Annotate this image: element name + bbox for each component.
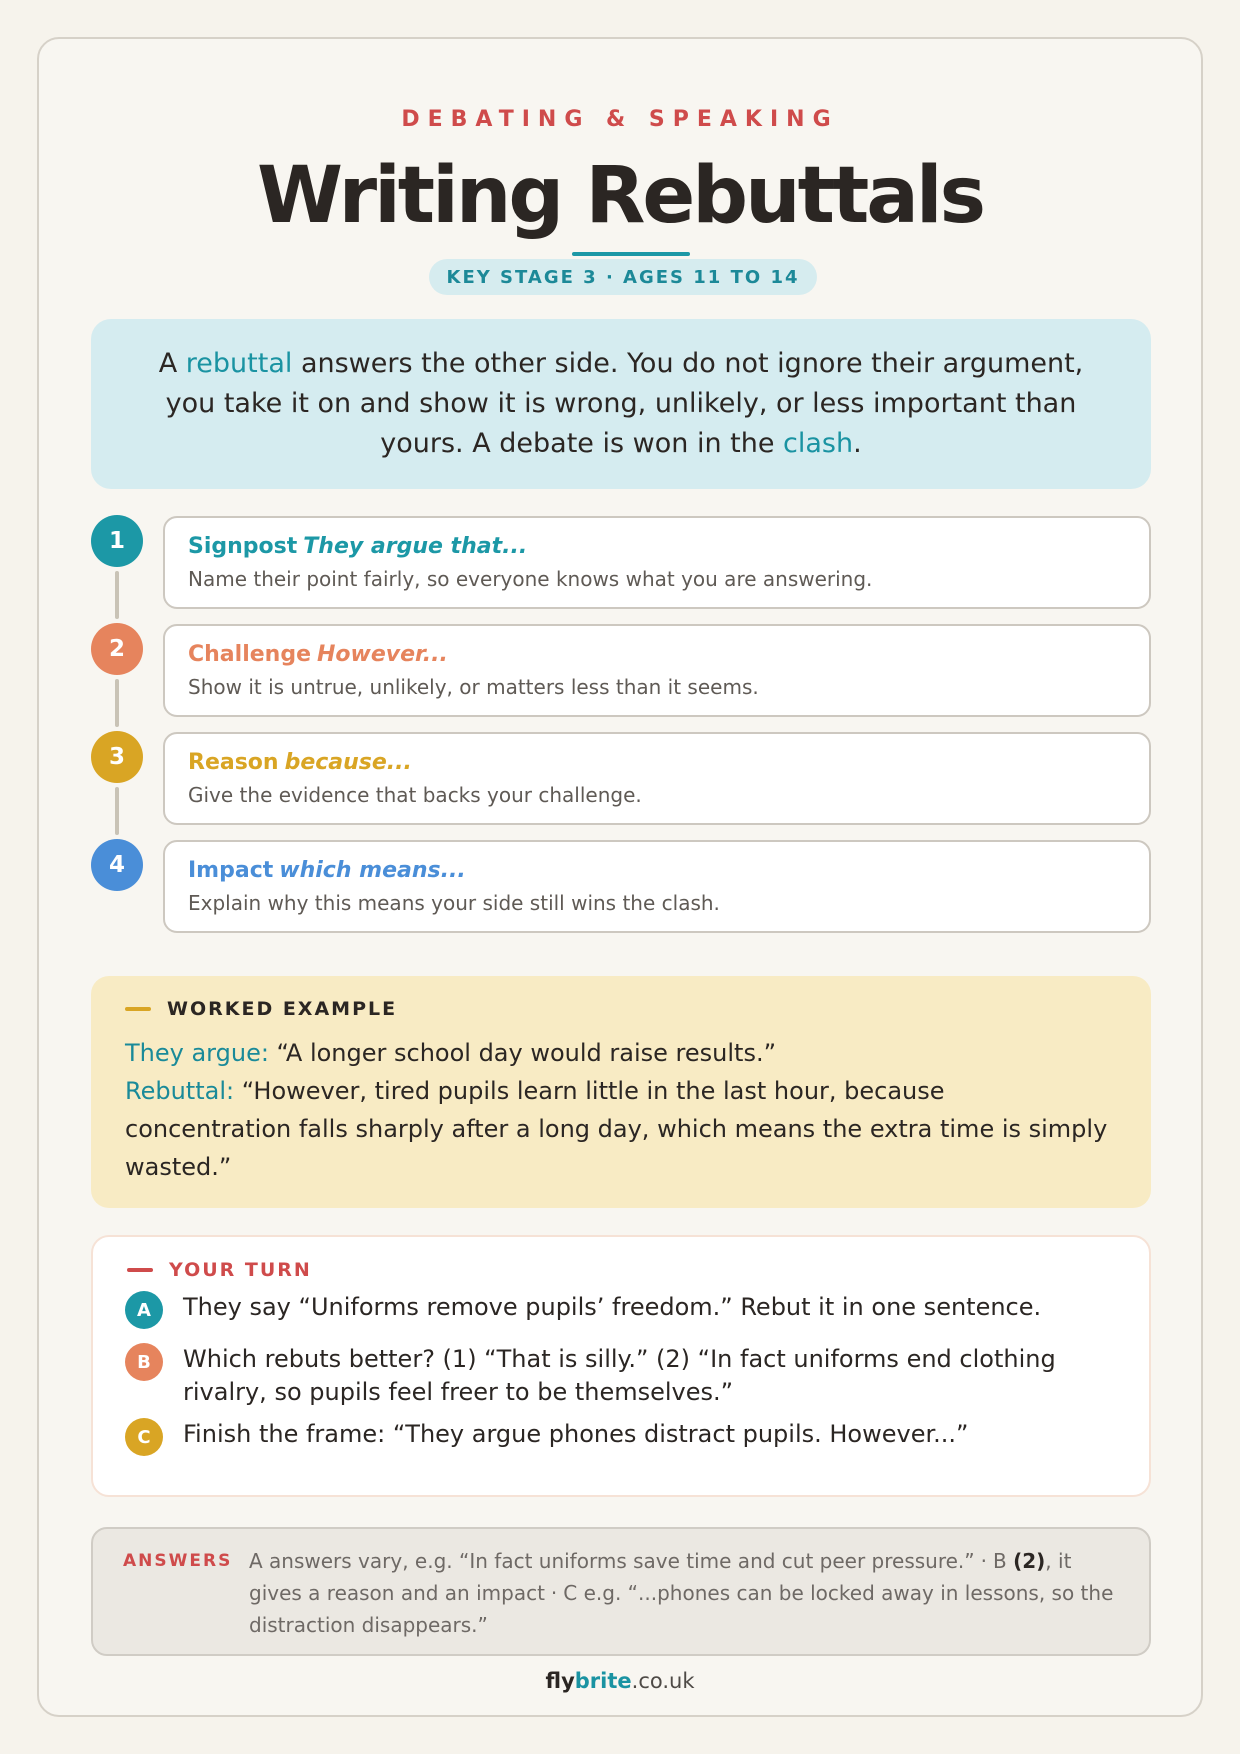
step-heading (188, 532, 1126, 562)
step-heading (188, 640, 1126, 670)
intro-text (141, 344, 1101, 464)
step-number-2: 2 (91, 623, 143, 675)
step-cue: because... (284, 750, 412, 775)
intro-part: . (853, 428, 862, 459)
worked-example-text (125, 1034, 1117, 1186)
step-card-challenge (163, 624, 1151, 717)
rebuttal-label: Rebuttal: (125, 1077, 235, 1105)
label-dash (127, 1268, 153, 1272)
term-rebuttal: rebuttal (185, 348, 293, 379)
your-turn-label (127, 1259, 1115, 1281)
term-clash: clash (783, 428, 854, 459)
answer-separator: · (980, 1549, 988, 1573)
title-underline (572, 252, 690, 256)
step-description: Show it is untrue, unlikely, or matters less than it seems. (188, 675, 759, 699)
answers-text (249, 1545, 1115, 1654)
step-number-1: 1 (91, 515, 143, 567)
answer-separator: · (550, 1581, 558, 1605)
step-number-4: 4 (91, 839, 143, 891)
your-turn-box (91, 1235, 1151, 1497)
page-title: Writing Rebuttals (256, 151, 984, 241)
worked-example-label (125, 998, 1117, 1020)
question-badge-c: C (125, 1418, 163, 1456)
step-description: Explain why this means your side still wins the clash. (188, 891, 720, 915)
subject-kicker: DEBATING & SPEAKING (401, 107, 839, 132)
step-connector (115, 787, 119, 835)
step-name: Challenge (188, 642, 311, 667)
answer-a: A answers vary, e.g. “In fact uniforms save time and cut peer pressure.” (249, 1549, 975, 1573)
step-heading (188, 856, 1126, 886)
question-a (125, 1291, 1083, 1329)
key-stage-badge: KEY STAGE 3 · AGES 11 TO 14 (429, 259, 817, 295)
step-description: Give the evidence that backs your challenge. (188, 783, 642, 807)
step-connector (115, 679, 119, 727)
rebuttal-text: “However, tired pupils learn little in the last hour, because concentration falls sharply after a long day, which means the extra time is simply wasted.” (125, 1077, 1108, 1181)
argue-label: They argue: (125, 1039, 269, 1067)
question-badge-b: B (125, 1343, 163, 1381)
question-badge-a: A (125, 1291, 163, 1329)
step-connector (115, 571, 119, 619)
brand-part: fly (545, 1669, 575, 1693)
question-text: Which rebuts better? (1) “That is silly.” (2) “In fact uniforms end clothing rivalry, so pupils feel freer to be themselves.” (183, 1345, 1056, 1406)
answers-label: ANSWERS (123, 1551, 233, 1571)
intro-part: answers the other side. You do not ignore their argument, you take it on and show it is wrong, unlikely, or less important than yours. A debate is won in the (165, 348, 1084, 459)
step-card-impact (163, 840, 1151, 933)
step-name: Impact (188, 858, 274, 883)
step-heading (188, 748, 1126, 778)
intro-box (91, 319, 1151, 489)
step-card-reason (163, 732, 1151, 825)
argue-line (125, 1034, 1117, 1072)
answers-box (91, 1527, 1151, 1656)
step-cue: which means... (279, 858, 466, 883)
brand-part: brite (574, 1669, 632, 1693)
argue-text: “A longer school day would raise results.” (268, 1039, 777, 1067)
rebuttal-line (125, 1072, 1117, 1186)
brand-logo (39, 1669, 1201, 1693)
answer-b-choice: (2) (1013, 1549, 1046, 1573)
step-name: Signpost (188, 534, 298, 559)
answer-c: C e.g. “...phones can be locked away in lessons, so the distraction disappears.” (249, 1581, 1114, 1637)
your-turn-label-text: YOUR TURN (169, 1259, 312, 1281)
question-c (125, 1418, 1083, 1456)
question-text: Finish the frame: “They argue phones distract pupils. However...” (183, 1420, 969, 1448)
step-card-signpost (163, 516, 1151, 609)
worksheet-page (37, 37, 1203, 1717)
step-name: Reason (188, 750, 279, 775)
step-description: Name their point fairly, so everyone knows what you are answering. (188, 567, 873, 591)
answer-b-reason: , it gives a reason and an impact (249, 1549, 1072, 1605)
worked-example-box (91, 976, 1151, 1208)
label-dash (125, 1007, 151, 1011)
question-b (125, 1343, 1083, 1409)
answer-b-prefix: B (993, 1549, 1014, 1573)
worked-label-text: WORKED EXAMPLE (167, 998, 398, 1020)
step-cue: They argue that... (303, 534, 528, 559)
step-number-3: 3 (91, 731, 143, 783)
brand-domain: .co.uk (631, 1669, 695, 1693)
step-cue: However... (317, 642, 448, 667)
question-text: They say “Uniforms remove pupils’ freedom.” Rebut it in one sentence. (183, 1293, 1042, 1321)
intro-part: A (158, 348, 186, 379)
